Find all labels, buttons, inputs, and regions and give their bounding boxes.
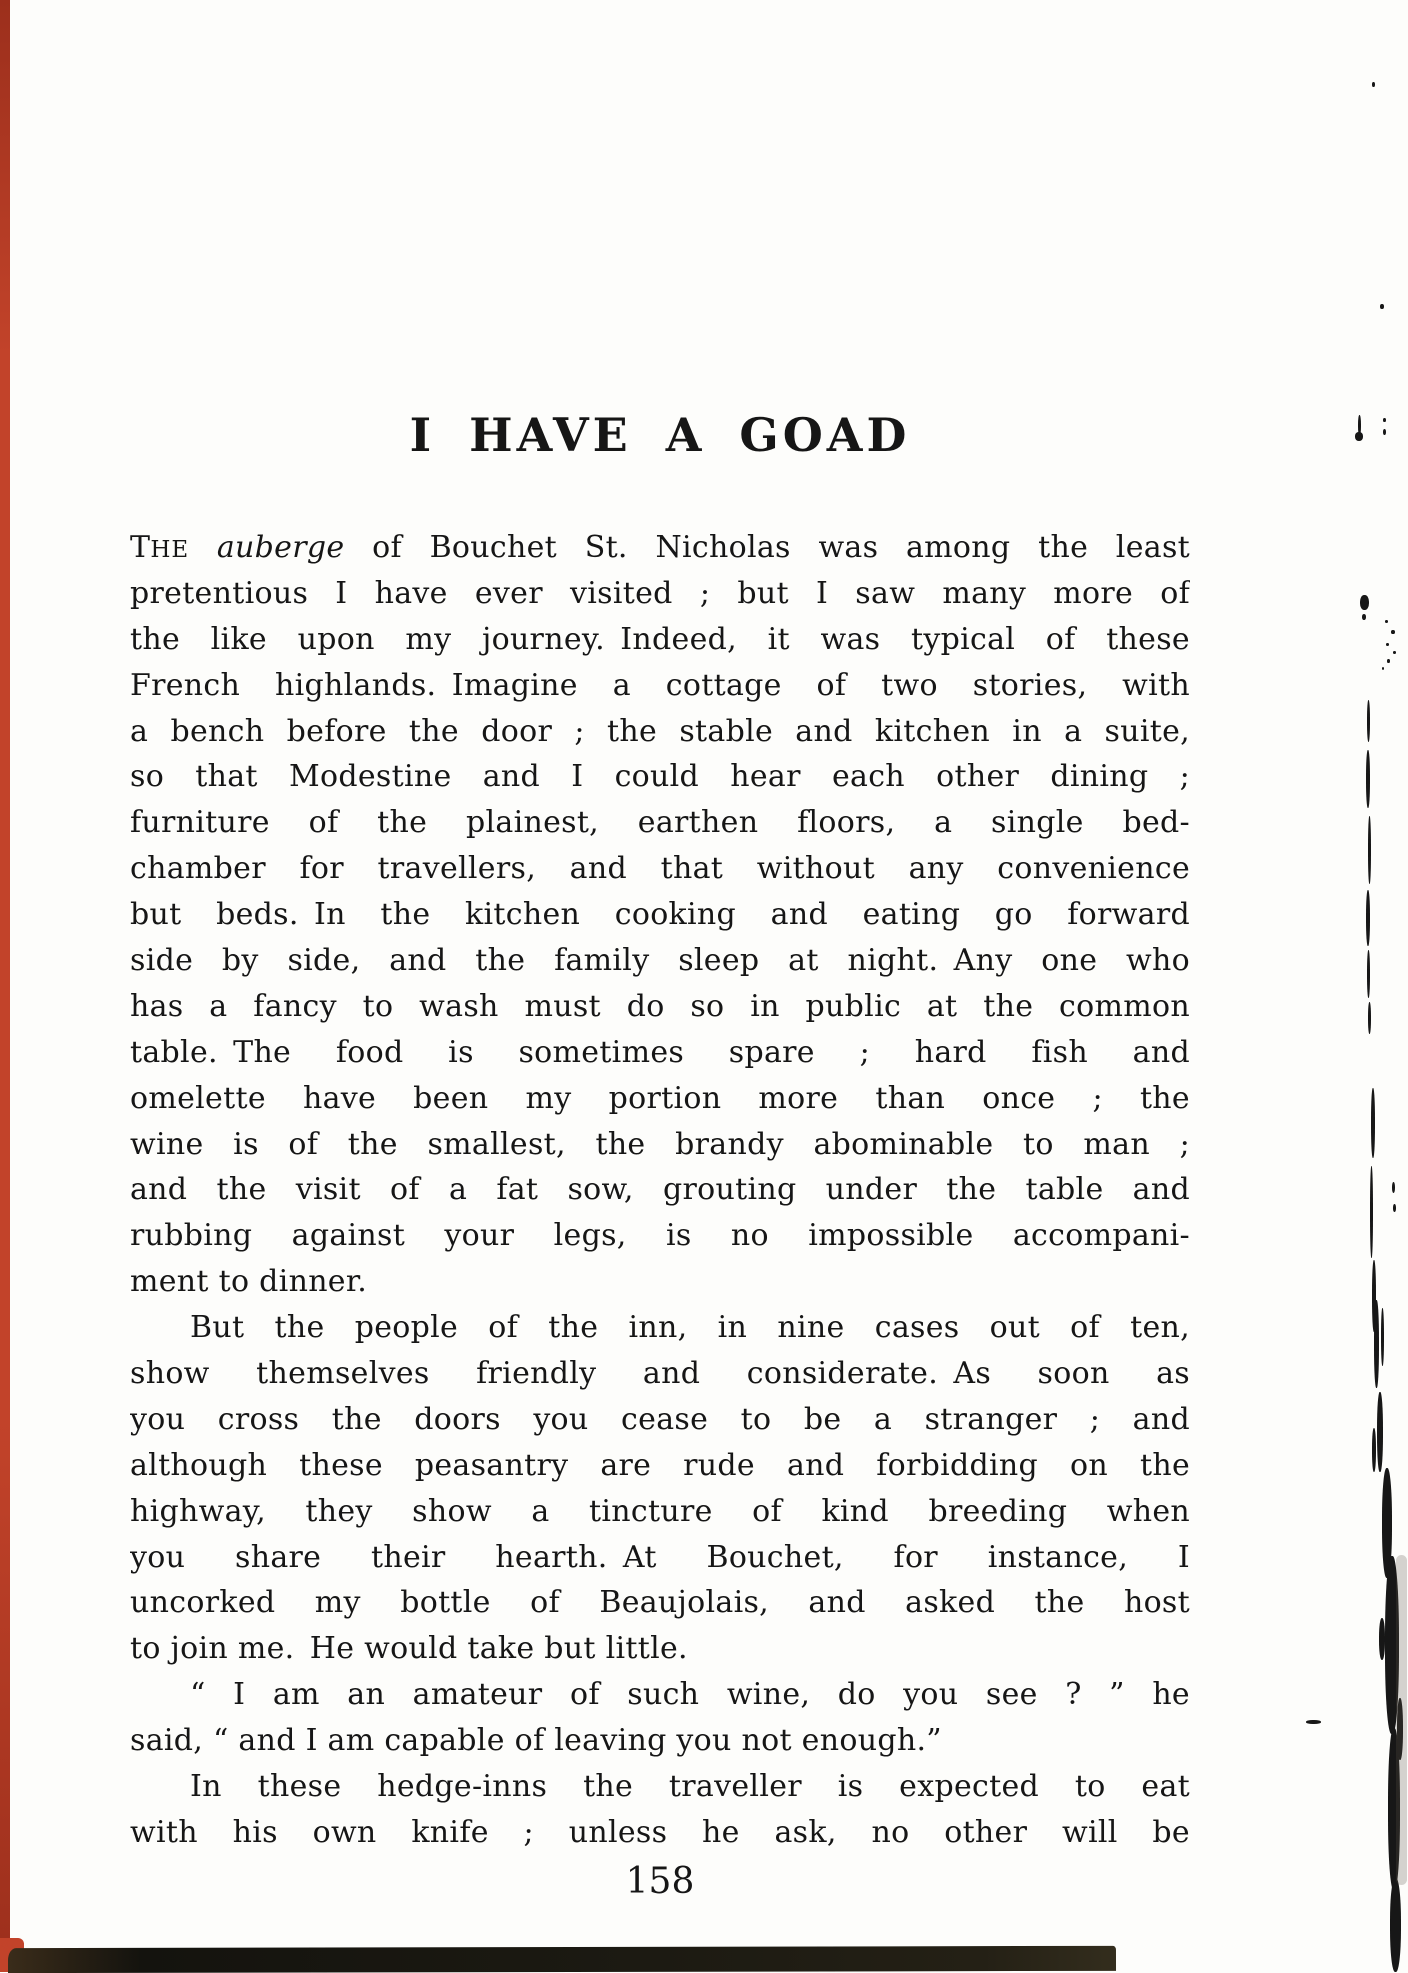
ink-mark: [1366, 890, 1370, 946]
chapter-title: I HAVE A GOAD: [409, 408, 911, 462]
plain-text: T: [130, 530, 151, 565]
text-line: In these hedge-inns the traveller is expected to eat: [190, 1769, 1190, 1805]
text-line: [130, 525, 1190, 571]
text-line: French highlands. Imagine a cottage of two stories, with: [130, 667, 1190, 703]
text-line: show themselves friendly and considerate. As soon as: [130, 1356, 1190, 1392]
text-line: highway, they show a tincture of kind breeding when: [130, 1493, 1190, 1529]
ink-mark: [1355, 432, 1363, 441]
text-column: [130, 525, 1190, 1856]
text-line: and the visit of a fat sow, grouting under the table and: [130, 1172, 1190, 1208]
text-line: pretentious I have ever visited ; but I saw many more of: [130, 575, 1190, 611]
plain-text: [189, 530, 217, 565]
ink-mark: [1383, 429, 1386, 435]
text-line: to join me. He would take but little.: [130, 1631, 688, 1667]
text-line: said, “ and I am capable of leaving you not enough.”: [130, 1723, 942, 1759]
text-line: furniture of the plainest, earthen floors, a single bed-: [130, 805, 1190, 841]
text-line: the like upon my journey. Indeed, it was typical of these: [130, 621, 1190, 657]
text-line: you share their hearth. At Bouchet, for instance, I: [130, 1539, 1190, 1575]
text-line: chamber for travellers, and that without any convenience: [130, 851, 1190, 887]
ink-mark: [1386, 643, 1389, 646]
ink-mark: [1382, 667, 1384, 670]
italic-text: auberge: [216, 530, 345, 565]
text-line: side by side, and the family sleep at night. Any one who: [130, 943, 1190, 979]
ink-mark: [1362, 614, 1366, 620]
ink-mark: [1381, 1308, 1384, 1366]
red-page-edge-left: [0, 0, 10, 1972]
gutter-smudge: [1396, 1555, 1407, 1885]
text-line: But the people of the inn, in nine cases out of ten,: [190, 1310, 1190, 1346]
text-line: has a fancy to wash must do so in public at the common: [130, 988, 1190, 1024]
ink-mark: [1393, 651, 1396, 654]
page-number: 158: [625, 1861, 695, 1902]
text-line: although these peasantry are rude and forbidding on the: [130, 1447, 1190, 1483]
text-line: rubbing against your legs, is no impossible accompani-: [130, 1218, 1190, 1254]
small-caps-text: HE: [150, 537, 190, 563]
ink-mark: [1370, 1166, 1373, 1258]
ink-mark: [1392, 1182, 1395, 1193]
ink-mark: [1390, 1878, 1401, 1972]
text-line: a bench before the door ; the stable and kitchen in a suite,: [130, 713, 1190, 749]
dark-binding-edge-bottom: [8, 1946, 1116, 1973]
text-line: uncorked my bottle of Beaujolais, and asked the host: [130, 1585, 1190, 1621]
ink-mark: [1367, 700, 1370, 742]
ink-mark: [1374, 1300, 1379, 1388]
ink-mark: [1368, 1002, 1371, 1034]
text-line: table. The food is sometimes spare ; hard fish and: [130, 1034, 1190, 1070]
text-line: you cross the doors you cease to be a stranger ; and: [130, 1401, 1190, 1437]
ink-mark: [1366, 750, 1370, 808]
ink-mark: [1379, 1618, 1385, 1660]
ink-mark: [1372, 82, 1375, 87]
ink-mark: [1393, 1204, 1396, 1212]
ink-mark: [1385, 620, 1388, 623]
ink-mark: [1372, 1428, 1376, 1472]
text-line: with his own knife ; unless he ask, no other will be: [130, 1814, 1190, 1850]
ink-mark: [1368, 816, 1371, 884]
text-line: but beds. In the kitchen cooking and eating go forward: [130, 897, 1190, 933]
text-line: ment to dinner.: [130, 1264, 368, 1300]
ink-mark: [1380, 304, 1384, 309]
ink-mark: [1371, 1088, 1375, 1158]
ink-mark: [1367, 950, 1370, 998]
ink-mark: [1391, 630, 1395, 634]
ink-mark: [1377, 1392, 1383, 1472]
ink-mark: [1387, 659, 1390, 663]
ink-mark: [1306, 1720, 1321, 1724]
text-line: wine is of the smallest, the brandy abominable to man ;: [130, 1126, 1190, 1162]
plain-text: of Bouchet St. Nicholas was among the least: [344, 530, 1190, 565]
text-line: so that Modestine and I could hear each other dining ;: [130, 759, 1190, 795]
ink-mark: [1383, 418, 1386, 422]
ink-mark: [1360, 595, 1369, 610]
text-line: “ I am an amateur of such wine, do you see ? ” he: [190, 1677, 1190, 1713]
text-line: omelette have been my portion more than once ; the: [130, 1080, 1190, 1116]
